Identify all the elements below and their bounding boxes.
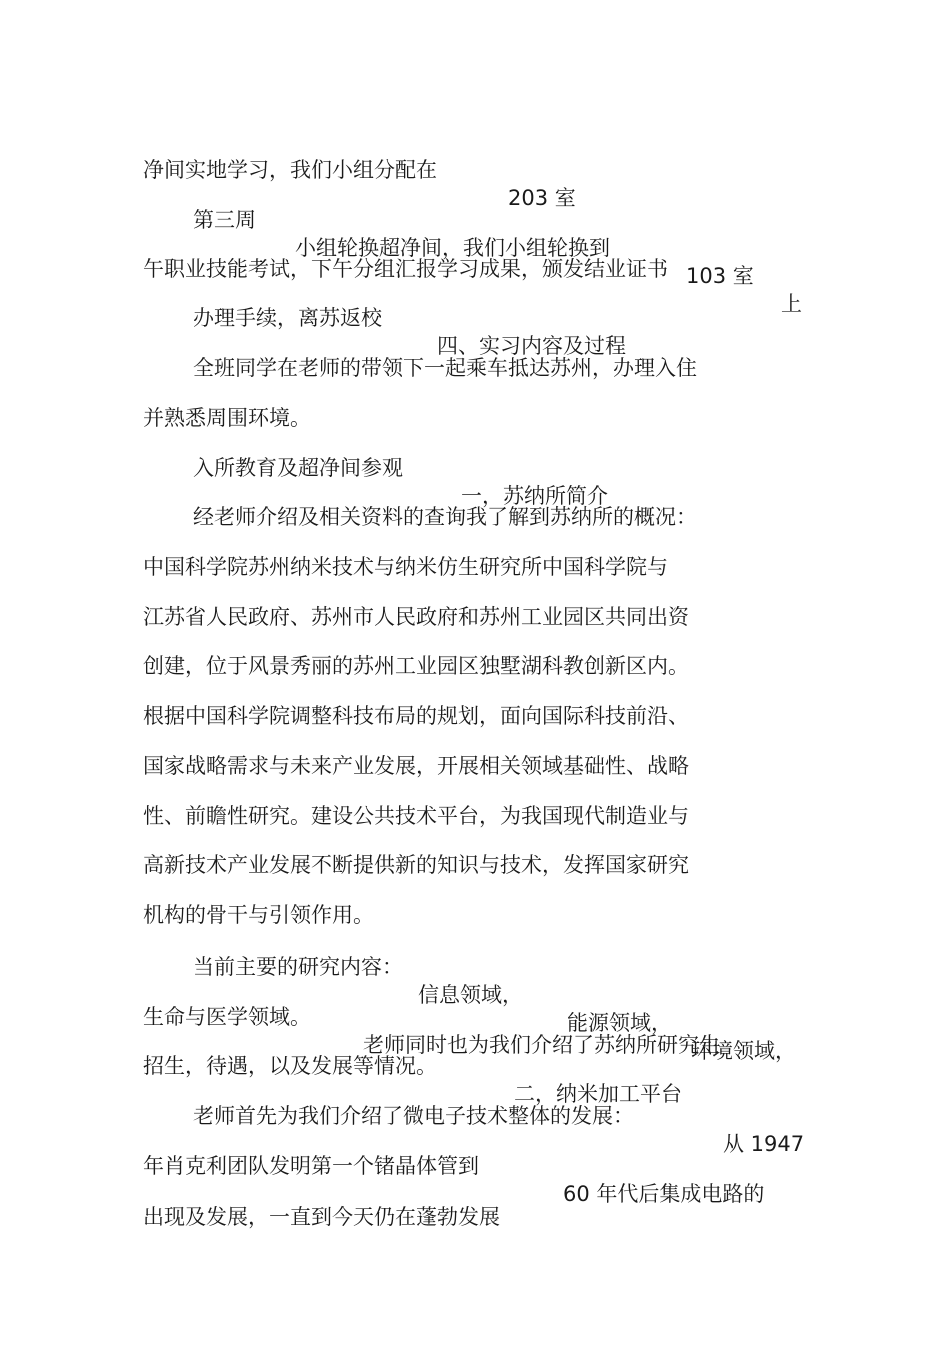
text-segment: 信息领域，: [418, 983, 523, 1007]
text-segment: 机构的骨干与引领作用。: [143, 903, 374, 927]
text-segment: 办理手续，离苏返校: [193, 306, 382, 330]
text-segment: 上: [781, 292, 802, 316]
text-segment: 四、实习内容及过程: [437, 334, 626, 358]
text-segment: 环境领域，: [691, 1039, 796, 1063]
text-segment: 能源领域，: [567, 1011, 672, 1035]
text-segment: 203 室: [508, 186, 576, 210]
text-segment: 一，苏纳所简介: [461, 484, 608, 508]
text-segment: 国家战略需求与未来产业发展，开展相关领域基础性、战略: [143, 754, 689, 778]
text-line: [143, 873, 374, 957]
text-segment: 入所教育及超净间参观: [193, 456, 403, 480]
text-segment: 老师同时也为我们介绍了苏纳所研究生: [363, 1033, 720, 1057]
text-segment: 小组轮换超净间，我们小组轮换到: [295, 236, 610, 260]
text-segment: 60 年代后集成电路的: [563, 1182, 765, 1206]
text-segment: 招生，待遇，以及发展等情况。: [143, 1054, 437, 1078]
text-segment: 二，纳米加工平台: [514, 1082, 682, 1106]
text-segment: 中国科学院苏州纳米技术与纳米仿生研究所中国科学院与: [143, 555, 668, 579]
text-segment: 性、前瞻性研究。建设公共技术平台，为我国现代制造业与: [143, 804, 689, 828]
text-segment: 经老师介绍及相关资料的查询我了解到苏纳所的概况：: [193, 505, 697, 529]
text-segment: 出现及发展，一直到今天仍在蓬勃发展: [143, 1205, 500, 1229]
text-segment: 老师首先为我们介绍了微电子技术整体的发展：: [193, 1104, 634, 1128]
text-segment: 净间实地学习，我们小组分配在: [143, 158, 437, 182]
text-line: [143, 1175, 500, 1259]
text-segment: 年肖克利团队发明第一个锗晶体管到: [143, 1154, 479, 1178]
text-segment: 高新技术产业发展不断提供新的知识与技术，发挥国家研究: [143, 853, 689, 877]
text-segment: 第三周: [193, 208, 256, 232]
text-segment: 103 室: [686, 264, 754, 288]
text-line: [143, 376, 311, 460]
text-segment: 创建，位于风景秀丽的苏州工业园区独墅湖科教创新区内。: [143, 654, 689, 678]
text-segment: 并熟悉周围环境。: [143, 406, 311, 430]
text-segment: 根据中国科学院调整科技布局的规划，面向国际科技前沿、: [143, 704, 689, 728]
text-segment: 从 1947: [723, 1132, 805, 1156]
text-segment: 全班同学在老师的带领下一起乘车抵达苏州，办理入住: [193, 356, 697, 380]
text-segment: 江苏省人民政府、苏州市人民政府和苏州工业园区共同出资: [143, 605, 689, 629]
text-segment: 生命与医学领域。: [143, 1005, 311, 1029]
text-segment: 午职业技能考试，下午分组汇报学习成果，颁发结业证书: [143, 257, 668, 281]
text-segment: 当前主要的研究内容：: [193, 955, 403, 979]
